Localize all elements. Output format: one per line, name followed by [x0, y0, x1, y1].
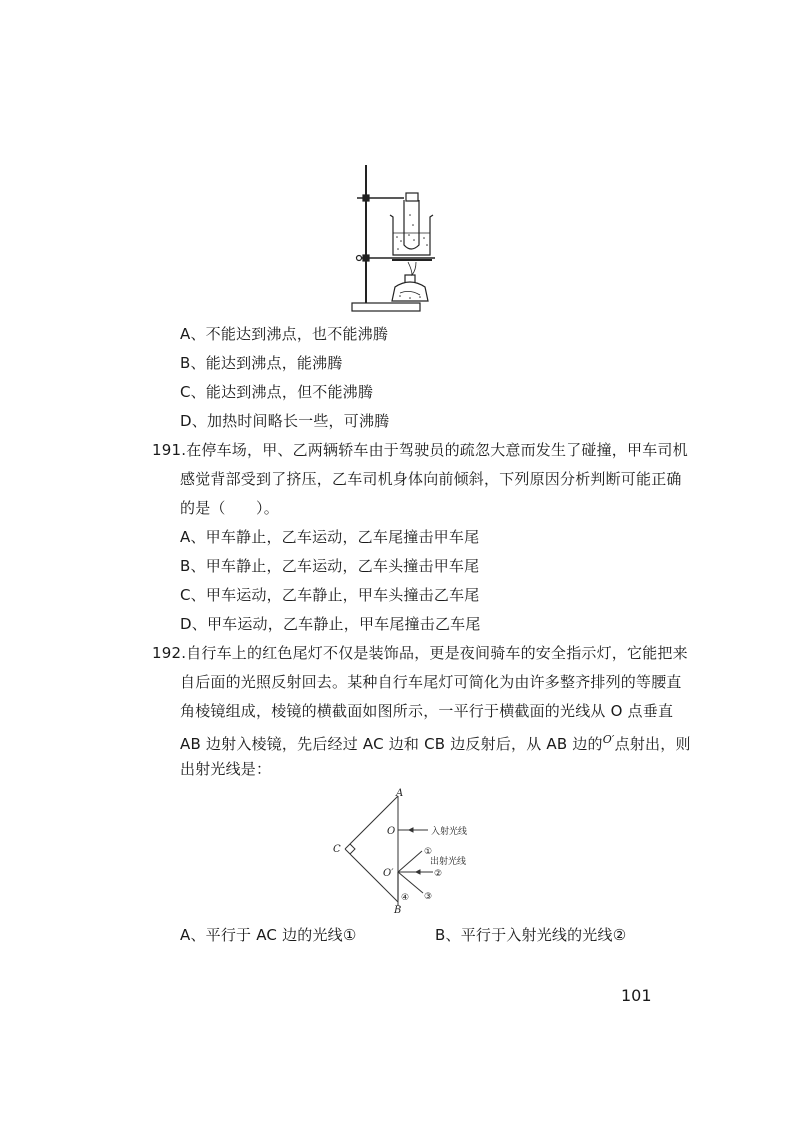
- label-o: O: [387, 826, 396, 837]
- label-ray-4: ④: [401, 893, 410, 903]
- prev-option-c: C、能达到沸点，但不能沸腾: [180, 383, 374, 401]
- boiling-apparatus-figure: [340, 155, 460, 315]
- prev-option-d: D、加热时间略长一些，可沸腾: [180, 412, 390, 430]
- q191-option-b: B、甲车静止，乙车运动，乙车头撞击甲车尾: [180, 557, 480, 575]
- q192-option-a: A、平行于 AC 边的光线①: [180, 926, 357, 944]
- label-c: C: [333, 844, 341, 855]
- q191-option-c: C、甲车运动，乙车静止，甲车头撞击乙车尾: [180, 586, 480, 604]
- page-number: 101: [621, 986, 652, 1005]
- label-incident-ray: 入射光线: [431, 827, 468, 837]
- q192-line4-before: AB 边射入棱镜，先后经过 AC 边和 CB 边反射后，从 AB 边的: [180, 735, 603, 753]
- q192-stem-line-4: [180, 730, 691, 754]
- q192-option-b: B、平行于入射光线的光线②: [435, 926, 627, 944]
- q191-stem-line-3: 的是（ ）。: [180, 499, 279, 517]
- label-o-prime: O′: [383, 868, 394, 879]
- prev-option-a: A、不能达到沸点，也不能沸腾: [180, 325, 389, 343]
- o-prime-symbol: O′: [602, 733, 615, 746]
- label-ray-2: ②: [434, 869, 443, 879]
- q192-stem-line-3: 角棱镜组成，棱镜的横截面如图所示，一平行于横截面的光线从 O 点垂直: [180, 702, 674, 720]
- q191-option-d: D、甲车运动，乙车静止，甲车尾撞击乙车尾: [180, 615, 481, 633]
- label-ray-3: ③: [424, 892, 433, 902]
- q191-option-a: A、甲车静止，乙车运动，乙车尾撞击甲车尾: [180, 528, 480, 546]
- label-ray-1: ①: [424, 847, 433, 857]
- q191-stem-line-2: 感觉背部受到了挤压，乙车司机身体向前倾斜，下列原因分析判断可能正确: [180, 470, 682, 488]
- q192-stem-line-5: 出射光线是：: [180, 760, 272, 778]
- q192-line4-after: 点射出，则: [614, 735, 691, 753]
- prism-diagram: [325, 788, 525, 913]
- q192-stem-line-2: 自后面的光照反射回去。某种自行车尾灯可简化为由许多整齐排列的等腰直: [180, 673, 682, 691]
- label-a: A: [396, 788, 404, 799]
- label-emergent-ray: 出射光线: [430, 857, 467, 867]
- label-b: B: [394, 905, 402, 913]
- prev-option-b: B、能达到沸点，能沸腾: [180, 354, 343, 372]
- q192-stem-line-1: 192.自行车上的红色尾灯不仅是装饰品，更是夜间骑车的安全指示灯，它能把来: [152, 644, 688, 662]
- q191-stem-line-1: 191.在停车场，甲、乙两辆轿车由于驾驶员的疏忽大意而发生了碰撞，甲车司机: [152, 441, 688, 459]
